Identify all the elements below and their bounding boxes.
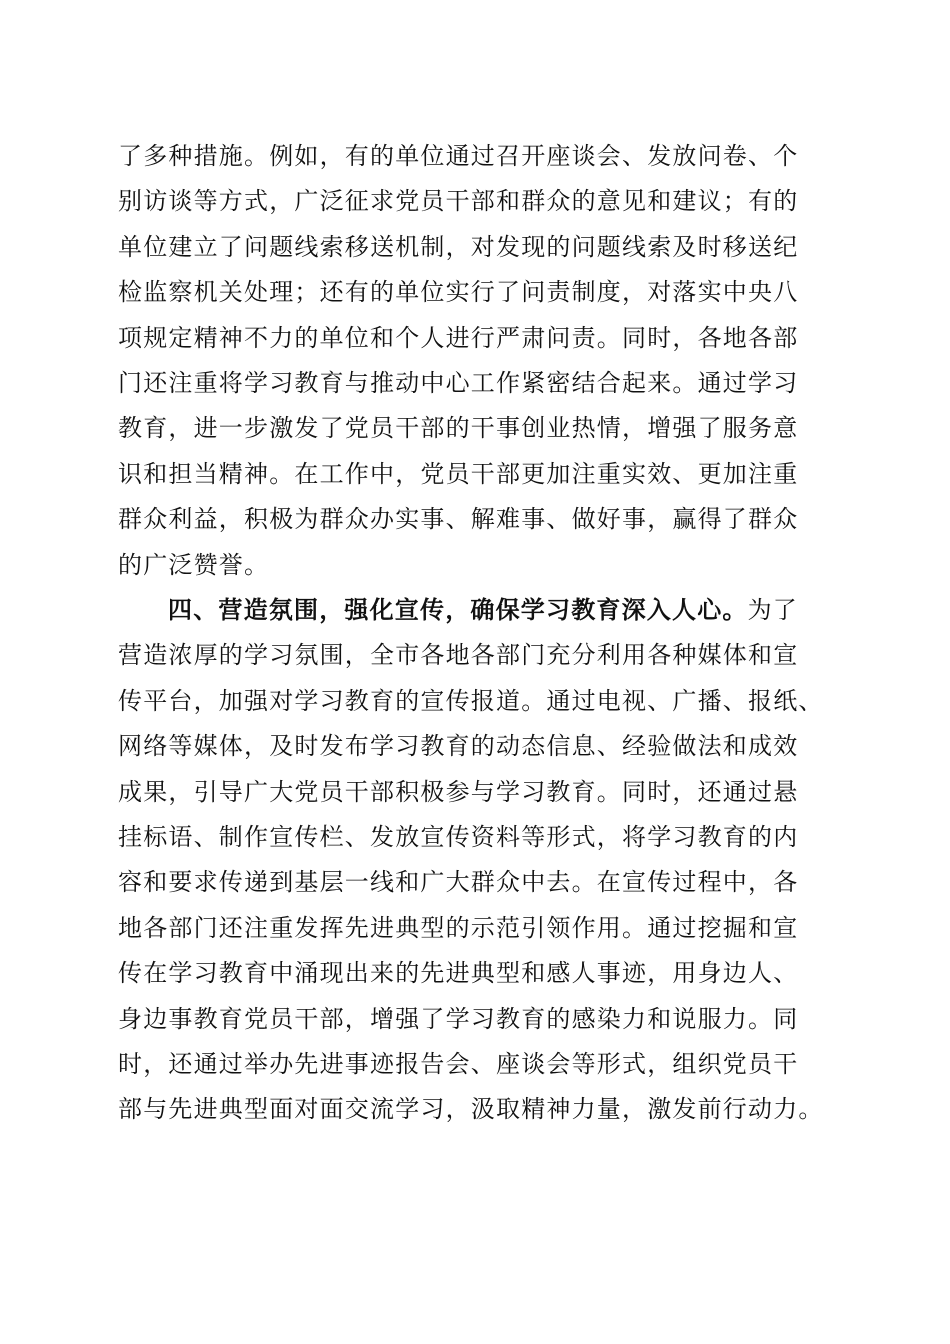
text-line: 网络等媒体，及时发布学习教育的动态信息、经验做法和成效 [118,732,799,761]
text-line: 时，还通过举办先进事迹报告会、座谈会等形式，组织党员干 [118,1049,799,1078]
text-line: 营造浓厚的学习氛围，全市各地各部门充分利用各种媒体和宣 [118,641,799,670]
text-line: 单位建立了问题线索移送机制，对发现的问题线索及时移送纪 [118,232,799,261]
paragraph-section-four [118,588,834,1133]
text-line: 项规定精神不力的单位和个人进行严肃问责。同时，各地各部 [118,323,799,352]
text-line: 部与先进典型面对面交流学习，汲取精神力量，激发前行动力。 [118,1095,824,1124]
text-line: 挂标语、制作宣传栏、发放宣传资料等形式，将学习教育的内 [118,822,799,851]
text-line: 别访谈等方式，广泛征求党员干部和群众的意见和建议；有的 [118,187,799,216]
text-line: 地各部门还注重发挥先进典型的示范引领作用。通过挖掘和宣 [118,913,799,942]
section-heading: 四、营造氛围，强化宣传，确保学习教育深入人心。 [168,596,748,624]
section-first-line-rest: 为了 [747,596,799,624]
text-line: 成果，引导广大党员干部积极参与学习教育。同时，还通过悬 [118,777,799,806]
text-line: 身边事教育党员干部，增强了学习教育的感染力和说服力。同 [118,1004,799,1033]
text-line: 识和担当精神。在工作中，党员干部更加注重实效、更加注重 [118,459,799,488]
text-line: 容和要求传递到基层一线和广大群众中去。在宣传过程中，各 [118,868,799,897]
text-line: 传在学习教育中涌现出来的先进典型和感人事迹，用身边人、 [118,959,799,988]
text-line: 传平台，加强对学习教育的宣传报道。通过电视、广播、报纸、 [118,686,824,715]
section-first-line [118,588,834,633]
text-line: 的广泛赞誉。 [118,550,270,579]
text-line: 门还注重将学习教育与推动中心工作紧密结合起来。通过学习 [118,368,799,397]
text-line: 了多种措施。例如，有的单位通过召开座谈会、发放问卷、个 [118,142,799,170]
text-line: 检监察机关处理；还有的单位实行了问责制度，对落实中央八 [118,278,799,307]
paragraph-continued [118,134,834,588]
text-line: 群众利益，积极为群众办实事、解难事、做好事，赢得了群众 [118,505,799,534]
text-line: 教育，进一步激发了党员干部的干事创业热情，增强了服务意 [118,414,799,443]
